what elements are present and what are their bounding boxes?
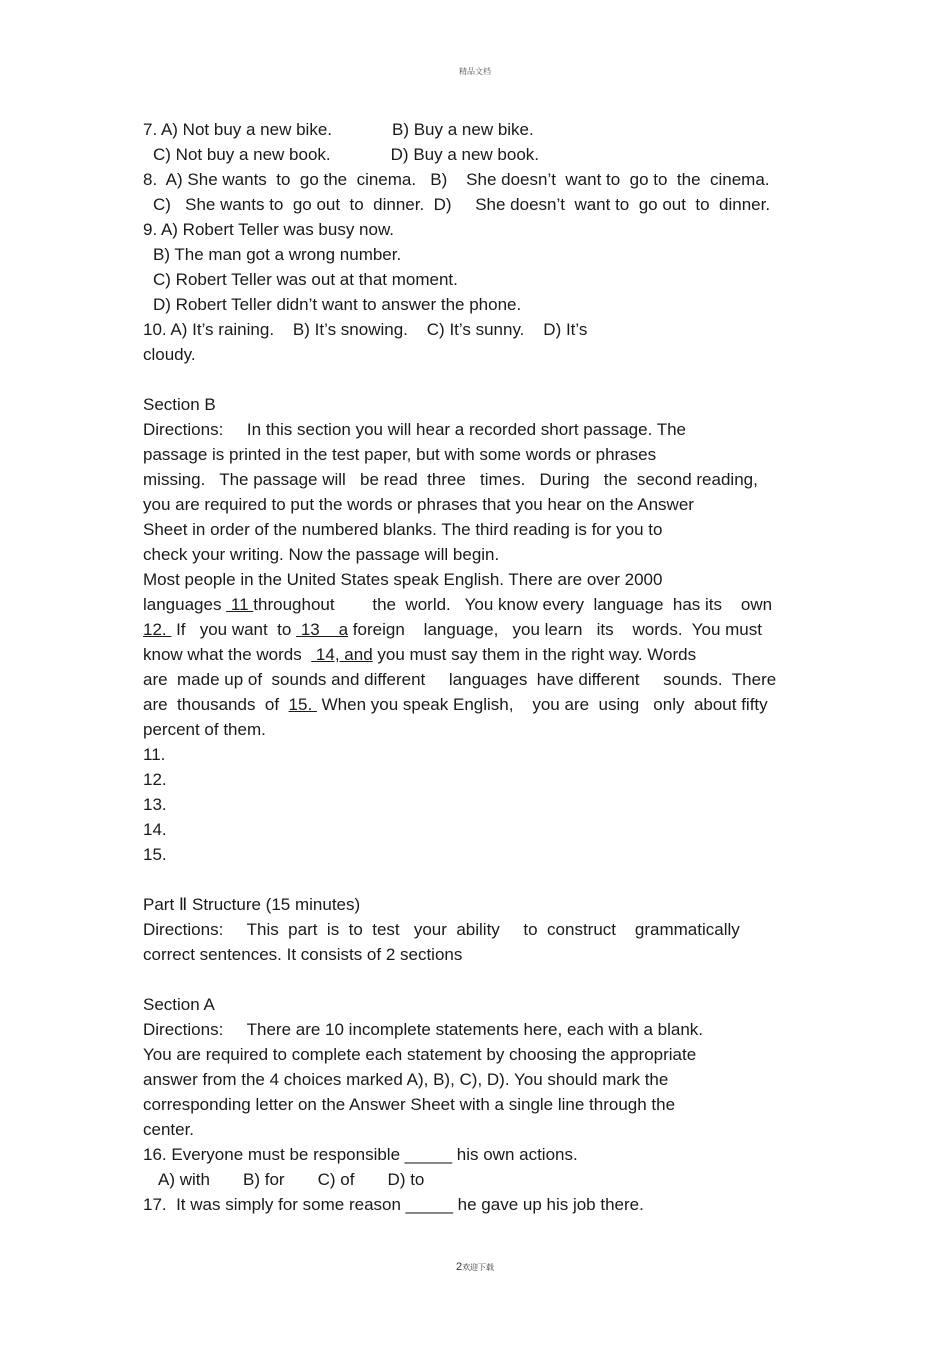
section-b-directions-line: check your writing. Now the passage will begin.	[143, 545, 500, 564]
q7-line-1	[143, 117, 815, 142]
q7-line-2	[143, 142, 815, 167]
blank-12: 12.	[143, 620, 172, 639]
q16-stem: 16. Everyone must be responsible _____ his own actions.	[143, 1145, 578, 1164]
q7-option-c: C) Not buy a new book.	[153, 145, 331, 164]
section-b-directions-line: missing. The passage will be read three times. During the second reading,	[143, 470, 758, 489]
passage-line	[143, 642, 815, 667]
passage-line	[143, 617, 815, 642]
section-b-directions-line: you are required to put the words or phrases that you hear on the Answer	[143, 495, 694, 514]
section-b-directions-line: Directions: In this section you will hear a recorded short passage. The	[143, 420, 687, 439]
q9-option-b: B) The man got a wrong number.	[153, 245, 402, 264]
passage-text: When you speak English, you are using only about fifty	[316, 695, 768, 714]
passage-line: percent of them.	[143, 720, 266, 739]
passage-text: If you want to	[171, 620, 297, 639]
section-a-directions-line: You are required to complete each statement by choosing the appropriate	[143, 1045, 697, 1064]
blank-14: 14, and	[311, 645, 373, 664]
answer-number: 12.	[143, 770, 167, 789]
page-header-mark: 精品文档	[459, 67, 491, 76]
passage-text: throughout the world. You know every language has its own	[253, 595, 773, 614]
q17-stem: 17. It was simply for some reason _____ he gave up his job there.	[143, 1195, 644, 1214]
blank-11: 11	[226, 595, 254, 614]
part2-directions-line: Directions: This part is to test your ability to construct grammatically	[143, 920, 740, 939]
q10-line-2: cloudy.	[143, 345, 196, 364]
passage-line	[143, 692, 815, 717]
passage-text: languages	[143, 595, 227, 614]
q9-option-a: 9. A) Robert Teller was busy now.	[143, 220, 395, 239]
q16-choices: A) with B) for C) of D) to	[158, 1170, 425, 1189]
section-a-directions-line: corresponding letter on the Answer Sheet with a single line through the	[143, 1095, 676, 1114]
q8-line-1: 8. A) She wants to go the cinema. B) She doesn’t want to go to the cinema.	[143, 170, 770, 189]
section-b-directions-line: Sheet in order of the numbered blanks. The third reading is for you to	[143, 520, 663, 539]
q7-option-d: D) Buy a new book.	[390, 145, 540, 164]
q7-option-a: 7. A) Not buy a new bike.	[143, 120, 332, 139]
page-footer	[0, 1261, 950, 1273]
q9-option-d: D) Robert Teller didn’t want to answer the phone.	[153, 295, 522, 314]
part2-title: Part Ⅱ Structure (15 minutes)	[143, 895, 361, 914]
section-a-directions-line: Directions: There are 10 incomplete statements here, each with a blank.	[143, 1020, 704, 1039]
answer-number: 15.	[143, 845, 167, 864]
q7-option-b: B) Buy a new bike.	[392, 120, 534, 139]
section-a-title: Section A	[143, 995, 215, 1014]
blank-15: 15.	[288, 695, 317, 714]
passage-text: are thousands of	[143, 695, 289, 714]
answer-number: 14.	[143, 820, 167, 839]
section-b-directions-line: passage is printed in the test paper, but with some words or phrases	[143, 445, 657, 464]
section-a-directions-line: answer from the 4 choices marked A), B), C), D). You should mark the	[143, 1070, 669, 1089]
section-b-title: Section B	[143, 395, 216, 414]
q9-option-c: C) Robert Teller was out at that moment.	[153, 270, 458, 289]
passage-text: know what the words	[143, 645, 312, 664]
q8-line-2: C) She wants to go out to dinner. D) She doesn’t want to go out to dinner.	[153, 195, 771, 214]
passage-line	[143, 592, 815, 617]
blank-13: 13 a	[296, 620, 349, 639]
answer-number: 13.	[143, 795, 167, 814]
document-body	[143, 117, 815, 1217]
passage-line: are made up of sounds and different languages have different sounds. There	[143, 670, 777, 689]
passage-line: Most people in the United States speak English. There are over 2000	[143, 570, 663, 589]
answer-number: 11.	[143, 745, 166, 764]
passage-text: you must say them in the right way. Words	[372, 645, 697, 664]
section-a-directions-line: center.	[143, 1120, 195, 1139]
q10-line-1: 10. A) It’s raining. B) It’s snowing. C) It’s sunny. D) It’s	[143, 320, 588, 339]
passage-text: foreign language, you learn its words. You must	[348, 620, 762, 639]
page-footer-mark: 欢迎下载	[462, 1263, 495, 1272]
part2-directions-line: correct sentences. It consists of 2 sections	[143, 945, 463, 964]
page-number: 2	[455, 1261, 463, 1273]
